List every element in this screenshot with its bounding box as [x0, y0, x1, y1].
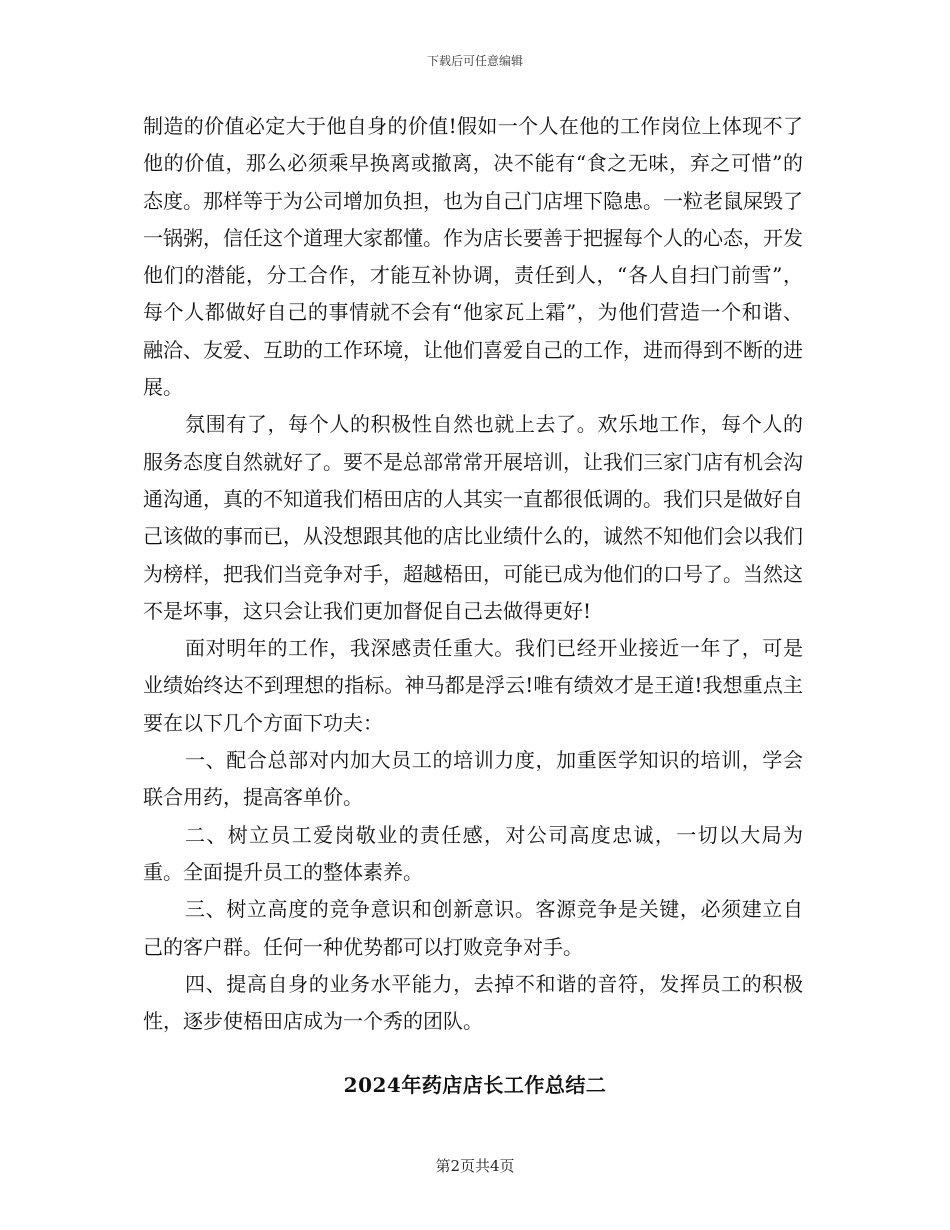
- paragraph-3: 面对明年的工作，我深感责任重大。我们已经开业接近一年了，可是业绩始终达不到理想的指标。神马都是浮云!唯有绩效才是王道!我想重点主要在以下几个方面下功夫：: [143, 636, 803, 735]
- list-item-1: 一、配合总部对内加大员工的培训力度，加重医学知识的培训，学会联合用药，提高客单价。: [143, 748, 803, 810]
- paragraph-2: 氛围有了，每个人的积极性自然也就上去了。欢乐地工作，每个人的服务态度自然就好了。要不是总部常常开展培训，让我们三家门店有机会沟通沟通，真的不知道我们梧田店的人其实一直都很低调的。我们只是做好自己该做的事而已，从没想跟其他的店比业绩什么的，诚然不知他们会以我们为榜样，把我们当竞争对手，超越梧田，可能已成为他们的口号了。当然这不是坏事，这只会让我们更加督促自己去做得更好!: [143, 412, 803, 623]
- page-footer: 第2页共4页: [435, 1157, 515, 1175]
- page-header: 下载后可任意编辑: [426, 54, 523, 68]
- section-title: 2024年药店店长工作总结二: [343, 1073, 607, 1097]
- list-item-3: 三、树立高度的竞争意识和创新意识。客源竞争是关键，必须建立自己的客户群。任何一种优势都可以打败竞争对手。: [143, 897, 803, 959]
- list-item-2: 二、树立员工爱岗敬业的责任感，对公司高度忠诚，一切以大局为重。全面提升员工的整体素养。: [143, 822, 803, 884]
- paragraph-1: 制造的价值必定大于他自身的价值!假如一个人在他的工作岗位上体现不了他的价值，那么必须乘早换离或撤离，决不能有“食之无味，弃之可惜”的态度。那样等于为公司增加负担，也为自己门店埋下隐患。一粒老鼠屎毁了一锅粥，信任这个道理大家都懂。作为店长要善于把握每个人的心态，开发他们的潜能，分工合作，才能互补协调，责任到人，“各人自扫门前雪”，每个人都做好自己的事情就不会有“他家瓦上霜”，为他们营造一个和谐、融洽、友爱、互助的工作环境，让他们喜爱自己的工作，进而得到不断的进展。: [143, 114, 803, 400]
- document-body: [143, 108, 803, 1040]
- list-item-4: 四、提高自身的业务水平能力，去掉不和谐的音符，发挥员工的积极性，逐步使梧田店成为一个秀的团队。: [143, 971, 803, 1034]
